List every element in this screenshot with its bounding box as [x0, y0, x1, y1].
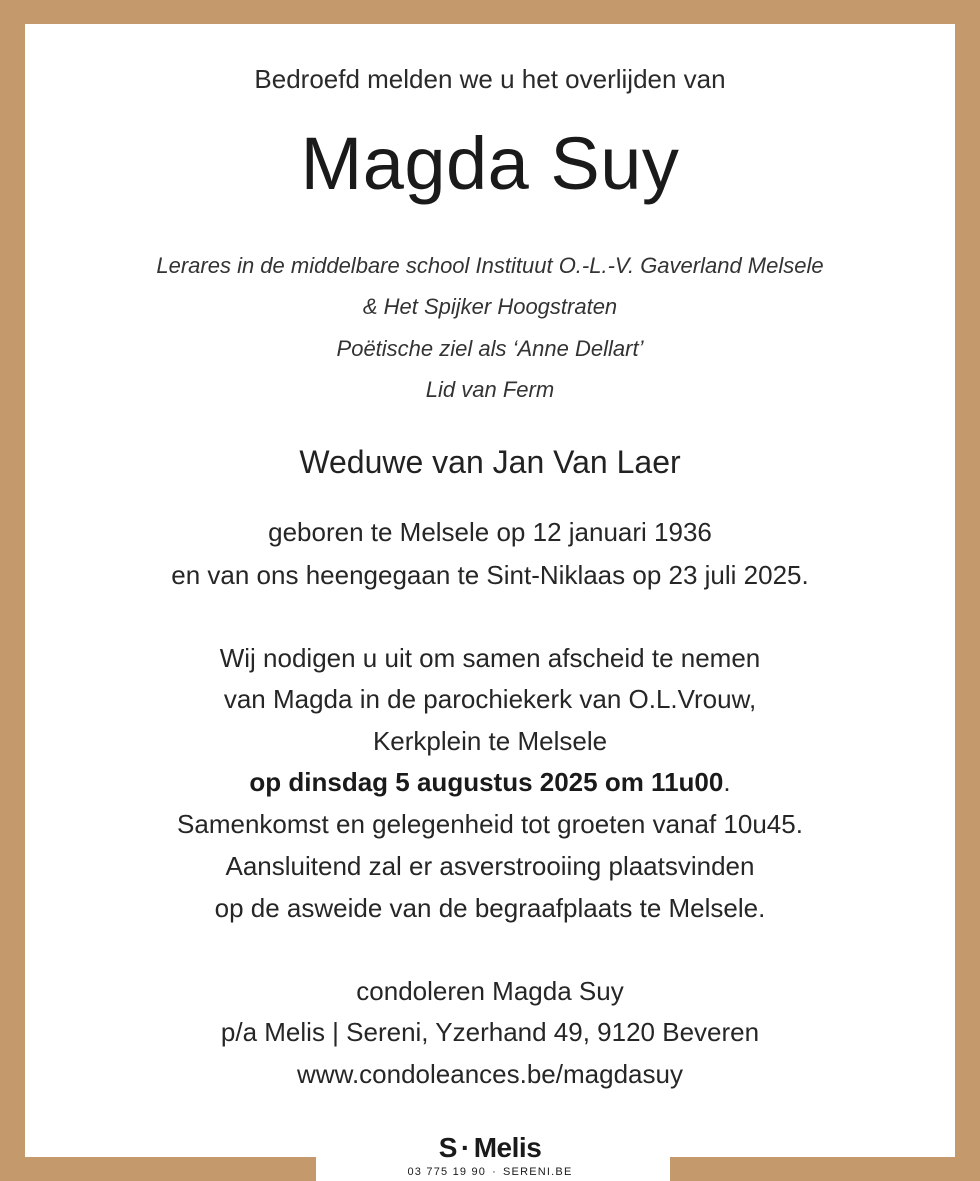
- invitation-line: Wij nodigen u uit om samen afscheid te nemen: [219, 643, 761, 673]
- birth-line: geboren te Melsele op 12 januari 1936: [268, 517, 712, 547]
- bio-line: Poëtische ziel als ‘Anne Dellart’: [336, 336, 644, 361]
- condolence-url[interactable]: www.condoleances.be/magdasuy: [297, 1059, 683, 1089]
- after-line: op de asweide van de begraafplaats te Melsele.: [214, 893, 766, 923]
- bio-line: Lerares in de middelbare school Instituut O.-L.-V. Gaverland Melsele: [156, 253, 824, 278]
- bio-line: & Het Spijker Hoogstraten: [362, 294, 618, 319]
- bio-line: Lid van Ferm: [425, 377, 555, 402]
- death-line: en van ons heengegaan te Sint-Niklaas op 23 juli 2025.: [171, 560, 809, 590]
- logo-s: S: [438, 1132, 457, 1163]
- condolence-address: p/a Melis | Sereni, Yzerhand 49, 9120 Beveren: [220, 1017, 760, 1047]
- after-line: Aansluitend zal er asverstrooiing plaatsvinden: [225, 851, 755, 881]
- footer-contact: [0, 1165, 980, 1179]
- ceremony-date-line: [0, 765, 980, 799]
- deceased-name: Magda Suy: [300, 122, 680, 205]
- intro-text: Bedroefd melden we u het overlijden van: [254, 64, 726, 94]
- logo-dot: ·: [460, 1132, 470, 1163]
- ceremony-date: op dinsdag 5 augustus 2025 om 11u00: [249, 767, 724, 797]
- funeral-home-logo: [0, 1131, 980, 1165]
- footer-separator: ·: [492, 1166, 497, 1178]
- condolence-line: condoleren Magda Suy: [356, 976, 624, 1006]
- footer-website[interactable]: SERENI.BE: [503, 1166, 573, 1178]
- ceremony-date-suffix: .: [723, 767, 731, 797]
- invitation-line: Kerkplein te Melsele: [372, 726, 608, 756]
- invitation-line: van Magda in de parochiekerk van O.L.Vrouw,: [223, 684, 757, 714]
- after-line: Samenkomst en gelegenheid tot groeten vanaf 10u45.: [177, 809, 803, 839]
- footer-phone: 03 775 19 90: [407, 1166, 487, 1178]
- widow-of: Weduwe van Jan Van Laer: [299, 444, 681, 480]
- logo-name: Melis: [473, 1132, 542, 1163]
